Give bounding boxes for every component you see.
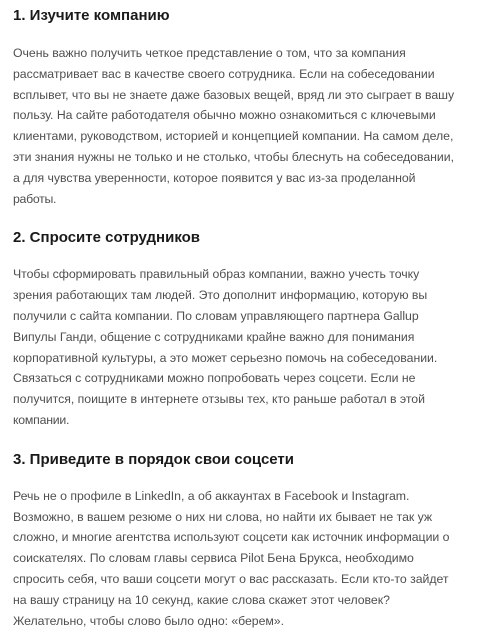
paragraph-line: Чтобы сформировать правильный образ компании, важно учесть точку [13, 267, 420, 282]
section-heading-ask-employees: 2. Спросите сотрудников [13, 229, 201, 247]
paragraph-line: Випулы Ганди, общение с сотрудниками крайне важно для понимания [13, 329, 415, 344]
paragraph-line: а для чувства уверенности, которое появится у вас из-за проделанной [13, 170, 416, 185]
paragraph-line: зрения работающих там людей. Это дополнит информацию, которую вы [13, 288, 428, 303]
paragraph-line: получили с сайта компании. По словам управляющего партнера Gallup [13, 308, 419, 323]
paragraph-line: корпоративной культуры, а это может серьезно помочь на собеседовании. [13, 350, 438, 365]
section-paragraph-social-networks [13, 486, 475, 631]
paragraph-line: соискателях. По словам главы сервиса Pilot Бена Брукса, необходимо [13, 551, 414, 566]
paragraph-line: Связаться с сотрудниками можно попробовать через соцсети. Если не [13, 371, 416, 386]
paragraph-line: Очень важно получить четкое представление о том, что за компания [13, 46, 406, 60]
article-body [13, 0, 475, 628]
paragraph-line: рассматривает вас в качестве своего сотрудника. Если на собеседовании [13, 66, 435, 81]
paragraph-line: Возможно, в вашем резюме о них ни слова, но найти их бывает не так уж [13, 509, 433, 524]
paragraph-line: клиентами, руководством, историей и концепцией компании. На самом деле, [13, 129, 454, 144]
paragraph-line: эти знания нужны не только и не столько, чтобы блеснуть на собеседовании, [13, 149, 454, 164]
paragraph-line: на вашу страницу на 10 секунд, какие слова скажет этот человек? [13, 592, 390, 607]
paragraph-line: сложно, и многие агентства используют соцсети как источник информации о [13, 530, 450, 545]
paragraph-line: компании. [13, 412, 70, 427]
section-heading-social-networks: 3. Приведите в порядок свои соцсети [13, 450, 294, 468]
section-heading-study-company: 1. Изучите компанию [13, 7, 170, 24]
paragraph-line: пользу. На сайте работодателя обычно можно ознакомиться с ключевыми [13, 108, 436, 123]
section-paragraph-study-company [13, 43, 475, 209]
paragraph-line: спросить себя, что ваши соцсети могут о вас рассказать. Если кто-то зайдет [13, 571, 449, 586]
paragraph-line: работы. [13, 191, 57, 206]
section-paragraph-ask-employees [13, 264, 475, 430]
paragraph-line: Желательно, чтобы слово было одно: «берем». [13, 613, 284, 628]
paragraph-line: всплывет, что вы не знаете даже базовых вещей, вряд ли это сыграет в вашу [13, 87, 455, 102]
paragraph-line: Речь не о профиле в LinkedIn, а об аккаунтах в Facebook и Instagram. [13, 488, 410, 503]
paragraph-line: получится, поищите в интернете отзывы тех, кто раньше работал в этой [13, 392, 425, 407]
